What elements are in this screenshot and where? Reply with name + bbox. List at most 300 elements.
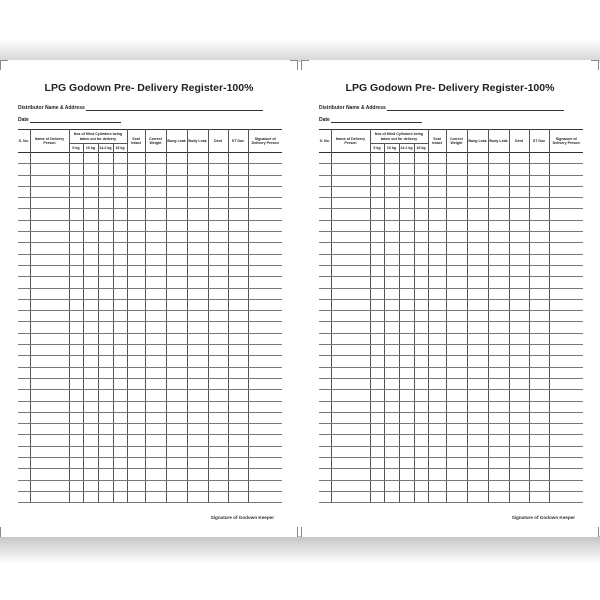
table-cell[interactable] xyxy=(187,333,208,344)
table-cell[interactable] xyxy=(113,322,127,333)
table-cell[interactable] xyxy=(488,367,509,378)
table-cell[interactable] xyxy=(113,356,127,367)
table-cell[interactable] xyxy=(228,333,248,344)
table-cell[interactable] xyxy=(370,243,384,254)
table-cell[interactable] xyxy=(428,412,446,423)
table-cell[interactable] xyxy=(248,469,282,480)
table-cell[interactable] xyxy=(18,232,30,243)
table-cell[interactable] xyxy=(446,480,467,491)
table-cell[interactable] xyxy=(69,458,83,469)
table-cell[interactable] xyxy=(319,458,331,469)
table-cell[interactable] xyxy=(319,277,331,288)
table-cell[interactable] xyxy=(414,175,428,186)
table-cell[interactable] xyxy=(331,378,370,389)
table-cell[interactable] xyxy=(83,424,98,435)
table-cell[interactable] xyxy=(83,401,98,412)
table-cell[interactable] xyxy=(549,153,583,164)
table-cell[interactable] xyxy=(509,288,529,299)
table-cell[interactable] xyxy=(98,175,113,186)
table-cell[interactable] xyxy=(549,446,583,457)
table-cell[interactable] xyxy=(228,164,248,175)
table-cell[interactable] xyxy=(399,232,414,243)
table-cell[interactable] xyxy=(467,378,488,389)
table-cell[interactable] xyxy=(69,435,83,446)
table-cell[interactable] xyxy=(488,164,509,175)
table-cell[interactable] xyxy=(529,322,549,333)
table-cell[interactable] xyxy=(30,424,69,435)
table-cell[interactable] xyxy=(488,446,509,457)
table-cell[interactable] xyxy=(228,322,248,333)
table-cell[interactable] xyxy=(446,469,467,480)
table-cell[interactable] xyxy=(331,186,370,197)
table-cell[interactable] xyxy=(187,412,208,423)
table-cell[interactable] xyxy=(529,265,549,276)
table-cell[interactable] xyxy=(69,480,83,491)
table-cell[interactable] xyxy=(414,401,428,412)
table-cell[interactable] xyxy=(113,254,127,265)
table-cell[interactable] xyxy=(83,220,98,231)
table-cell[interactable] xyxy=(488,153,509,164)
table-cell[interactable] xyxy=(370,209,384,220)
table-cell[interactable] xyxy=(30,220,69,231)
table-cell[interactable] xyxy=(384,277,399,288)
table-cell[interactable] xyxy=(127,265,145,276)
table-cell[interactable] xyxy=(529,367,549,378)
table-cell[interactable] xyxy=(399,311,414,322)
table-cell[interactable] xyxy=(248,311,282,322)
table-cell[interactable] xyxy=(370,333,384,344)
table-cell[interactable] xyxy=(384,288,399,299)
table-cell[interactable] xyxy=(509,356,529,367)
table-cell[interactable] xyxy=(529,198,549,209)
table-cell[interactable] xyxy=(127,345,145,356)
table-cell[interactable] xyxy=(370,265,384,276)
table-cell[interactable] xyxy=(187,311,208,322)
table-cell[interactable] xyxy=(428,390,446,401)
table-cell[interactable] xyxy=(467,458,488,469)
table-cell[interactable] xyxy=(446,390,467,401)
table-cell[interactable] xyxy=(98,265,113,276)
table-cell[interactable] xyxy=(467,232,488,243)
table-cell[interactable] xyxy=(384,356,399,367)
table-cell[interactable] xyxy=(83,299,98,310)
table-cell[interactable] xyxy=(145,446,166,457)
table-cell[interactable] xyxy=(127,186,145,197)
table-cell[interactable] xyxy=(18,333,30,344)
table-cell[interactable] xyxy=(370,491,384,502)
table-cell[interactable] xyxy=(30,311,69,322)
table-cell[interactable] xyxy=(208,491,228,502)
table-cell[interactable] xyxy=(467,243,488,254)
table-cell[interactable] xyxy=(30,209,69,220)
table-cell[interactable] xyxy=(127,254,145,265)
table-cell[interactable] xyxy=(69,401,83,412)
table-cell[interactable] xyxy=(370,299,384,310)
table-cell[interactable] xyxy=(248,480,282,491)
table-cell[interactable] xyxy=(467,186,488,197)
table-cell[interactable] xyxy=(370,480,384,491)
table-cell[interactable] xyxy=(331,209,370,220)
table-cell[interactable] xyxy=(467,288,488,299)
table-cell[interactable] xyxy=(208,198,228,209)
table-cell[interactable] xyxy=(331,243,370,254)
table-cell[interactable] xyxy=(428,345,446,356)
table-cell[interactable] xyxy=(127,288,145,299)
table-cell[interactable] xyxy=(488,469,509,480)
table-cell[interactable] xyxy=(248,412,282,423)
table-cell[interactable] xyxy=(384,198,399,209)
table-cell[interactable] xyxy=(331,265,370,276)
table-cell[interactable] xyxy=(384,299,399,310)
table-cell[interactable] xyxy=(98,164,113,175)
table-cell[interactable] xyxy=(446,288,467,299)
table-cell[interactable] xyxy=(446,209,467,220)
table-cell[interactable] xyxy=(30,458,69,469)
table-cell[interactable] xyxy=(488,424,509,435)
table-cell[interactable] xyxy=(428,175,446,186)
table-cell[interactable] xyxy=(113,243,127,254)
table-cell[interactable] xyxy=(248,164,282,175)
table-cell[interactable] xyxy=(319,311,331,322)
table-cell[interactable] xyxy=(549,356,583,367)
table-cell[interactable] xyxy=(127,153,145,164)
table-cell[interactable] xyxy=(529,232,549,243)
table-cell[interactable] xyxy=(428,198,446,209)
table-cell[interactable] xyxy=(549,254,583,265)
table-cell[interactable] xyxy=(414,186,428,197)
table-cell[interactable] xyxy=(30,435,69,446)
table-cell[interactable] xyxy=(83,243,98,254)
table-cell[interactable] xyxy=(488,491,509,502)
table-cell[interactable] xyxy=(319,153,331,164)
table-cell[interactable] xyxy=(509,232,529,243)
table-cell[interactable] xyxy=(509,153,529,164)
table-cell[interactable] xyxy=(166,220,187,231)
table-cell[interactable] xyxy=(399,277,414,288)
table-cell[interactable] xyxy=(113,186,127,197)
table-cell[interactable] xyxy=(208,446,228,457)
table-cell[interactable] xyxy=(331,469,370,480)
table-cell[interactable] xyxy=(145,254,166,265)
table-cell[interactable] xyxy=(467,435,488,446)
table-cell[interactable] xyxy=(18,446,30,457)
table-cell[interactable] xyxy=(248,209,282,220)
table-cell[interactable] xyxy=(145,390,166,401)
table-cell[interactable] xyxy=(127,175,145,186)
table-cell[interactable] xyxy=(529,446,549,457)
table-cell[interactable] xyxy=(113,367,127,378)
table-cell[interactable] xyxy=(384,186,399,197)
table-cell[interactable] xyxy=(446,232,467,243)
table-cell[interactable] xyxy=(18,277,30,288)
table-cell[interactable] xyxy=(529,469,549,480)
table-cell[interactable] xyxy=(113,153,127,164)
table-cell[interactable] xyxy=(30,175,69,186)
table-cell[interactable] xyxy=(446,311,467,322)
table-cell[interactable] xyxy=(384,401,399,412)
table-cell[interactable] xyxy=(98,277,113,288)
table-cell[interactable] xyxy=(331,401,370,412)
table-cell[interactable] xyxy=(127,469,145,480)
table-cell[interactable] xyxy=(18,198,30,209)
table-cell[interactable] xyxy=(83,345,98,356)
table-cell[interactable] xyxy=(248,198,282,209)
table-cell[interactable] xyxy=(166,277,187,288)
table-cell[interactable] xyxy=(187,424,208,435)
table-cell[interactable] xyxy=(98,480,113,491)
table-cell[interactable] xyxy=(83,412,98,423)
table-cell[interactable] xyxy=(509,458,529,469)
table-cell[interactable] xyxy=(428,333,446,344)
table-cell[interactable] xyxy=(248,435,282,446)
table-cell[interactable] xyxy=(488,220,509,231)
table-cell[interactable] xyxy=(428,356,446,367)
table-cell[interactable] xyxy=(18,299,30,310)
table-cell[interactable] xyxy=(428,401,446,412)
table-cell[interactable] xyxy=(208,469,228,480)
table-cell[interactable] xyxy=(127,367,145,378)
table-cell[interactable] xyxy=(370,469,384,480)
table-cell[interactable] xyxy=(98,153,113,164)
table-cell[interactable] xyxy=(414,277,428,288)
table-cell[interactable] xyxy=(414,209,428,220)
table-cell[interactable] xyxy=(98,311,113,322)
table-cell[interactable] xyxy=(384,378,399,389)
table-cell[interactable] xyxy=(331,446,370,457)
table-cell[interactable] xyxy=(384,232,399,243)
table-cell[interactable] xyxy=(113,232,127,243)
table-cell[interactable] xyxy=(208,232,228,243)
table-cell[interactable] xyxy=(113,390,127,401)
table-cell[interactable] xyxy=(127,356,145,367)
date-input[interactable] xyxy=(331,117,422,123)
table-cell[interactable] xyxy=(166,424,187,435)
table-cell[interactable] xyxy=(166,491,187,502)
table-cell[interactable] xyxy=(370,153,384,164)
table-cell[interactable] xyxy=(319,299,331,310)
table-cell[interactable] xyxy=(319,367,331,378)
table-cell[interactable] xyxy=(488,378,509,389)
table-cell[interactable] xyxy=(384,220,399,231)
table-cell[interactable] xyxy=(18,345,30,356)
table-cell[interactable] xyxy=(446,367,467,378)
table-cell[interactable] xyxy=(127,390,145,401)
table-cell[interactable] xyxy=(331,322,370,333)
table-cell[interactable] xyxy=(529,311,549,322)
table-cell[interactable] xyxy=(370,288,384,299)
table-cell[interactable] xyxy=(98,446,113,457)
table-cell[interactable] xyxy=(319,198,331,209)
table-cell[interactable] xyxy=(187,458,208,469)
table-cell[interactable] xyxy=(509,390,529,401)
table-cell[interactable] xyxy=(384,424,399,435)
table-cell[interactable] xyxy=(30,345,69,356)
table-cell[interactable] xyxy=(414,412,428,423)
table-cell[interactable] xyxy=(145,175,166,186)
table-cell[interactable] xyxy=(113,265,127,276)
table-cell[interactable] xyxy=(467,153,488,164)
table-cell[interactable] xyxy=(399,390,414,401)
table-cell[interactable] xyxy=(30,333,69,344)
table-cell[interactable] xyxy=(509,469,529,480)
table-cell[interactable] xyxy=(187,220,208,231)
table-cell[interactable] xyxy=(549,367,583,378)
table-cell[interactable] xyxy=(98,491,113,502)
table-cell[interactable] xyxy=(384,480,399,491)
table-cell[interactable] xyxy=(187,401,208,412)
table-cell[interactable] xyxy=(399,378,414,389)
table-cell[interactable] xyxy=(549,469,583,480)
table-cell[interactable] xyxy=(98,345,113,356)
table-cell[interactable] xyxy=(18,209,30,220)
table-cell[interactable] xyxy=(18,469,30,480)
table-cell[interactable] xyxy=(467,480,488,491)
table-cell[interactable] xyxy=(446,412,467,423)
table-cell[interactable] xyxy=(319,435,331,446)
table-cell[interactable] xyxy=(187,175,208,186)
table-cell[interactable] xyxy=(446,265,467,276)
table-cell[interactable] xyxy=(446,153,467,164)
table-cell[interactable] xyxy=(319,412,331,423)
table-cell[interactable] xyxy=(384,345,399,356)
table-cell[interactable] xyxy=(166,458,187,469)
table-cell[interactable] xyxy=(529,458,549,469)
table-cell[interactable] xyxy=(98,220,113,231)
table-cell[interactable] xyxy=(30,322,69,333)
table-cell[interactable] xyxy=(488,265,509,276)
table-cell[interactable] xyxy=(83,435,98,446)
table-cell[interactable] xyxy=(145,345,166,356)
table-cell[interactable] xyxy=(248,345,282,356)
table-cell[interactable] xyxy=(467,401,488,412)
table-cell[interactable] xyxy=(98,458,113,469)
table-cell[interactable] xyxy=(166,469,187,480)
table-cell[interactable] xyxy=(549,232,583,243)
table-cell[interactable] xyxy=(98,232,113,243)
table-cell[interactable] xyxy=(488,322,509,333)
table-cell[interactable] xyxy=(384,164,399,175)
table-cell[interactable] xyxy=(319,288,331,299)
table-cell[interactable] xyxy=(113,311,127,322)
table-cell[interactable] xyxy=(428,311,446,322)
table-cell[interactable] xyxy=(488,333,509,344)
table-cell[interactable] xyxy=(509,198,529,209)
table-cell[interactable] xyxy=(113,435,127,446)
table-cell[interactable] xyxy=(414,243,428,254)
table-cell[interactable] xyxy=(446,198,467,209)
table-cell[interactable] xyxy=(69,220,83,231)
table-cell[interactable] xyxy=(69,446,83,457)
table-cell[interactable] xyxy=(428,220,446,231)
table-cell[interactable] xyxy=(384,209,399,220)
table-cell[interactable] xyxy=(98,469,113,480)
table-cell[interactable] xyxy=(549,299,583,310)
table-cell[interactable] xyxy=(370,198,384,209)
table-cell[interactable] xyxy=(509,220,529,231)
table-cell[interactable] xyxy=(529,254,549,265)
table-cell[interactable] xyxy=(248,243,282,254)
distributor-input[interactable] xyxy=(86,105,263,111)
table-cell[interactable] xyxy=(208,254,228,265)
table-cell[interactable] xyxy=(488,299,509,310)
table-cell[interactable] xyxy=(331,458,370,469)
table-cell[interactable] xyxy=(208,164,228,175)
table-cell[interactable] xyxy=(30,469,69,480)
table-cell[interactable] xyxy=(488,288,509,299)
table-cell[interactable] xyxy=(83,378,98,389)
table-cell[interactable] xyxy=(414,333,428,344)
table-cell[interactable] xyxy=(145,288,166,299)
table-cell[interactable] xyxy=(331,288,370,299)
table-cell[interactable] xyxy=(331,424,370,435)
table-cell[interactable] xyxy=(467,164,488,175)
table-cell[interactable] xyxy=(370,401,384,412)
table-cell[interactable] xyxy=(248,186,282,197)
table-cell[interactable] xyxy=(30,401,69,412)
table-cell[interactable] xyxy=(18,491,30,502)
table-cell[interactable] xyxy=(127,446,145,457)
table-cell[interactable] xyxy=(208,401,228,412)
table-cell[interactable] xyxy=(208,311,228,322)
table-cell[interactable] xyxy=(509,446,529,457)
table-cell[interactable] xyxy=(384,254,399,265)
table-cell[interactable] xyxy=(529,333,549,344)
table-cell[interactable] xyxy=(83,390,98,401)
table-cell[interactable] xyxy=(83,277,98,288)
table-cell[interactable] xyxy=(248,378,282,389)
table-cell[interactable] xyxy=(83,265,98,276)
table-cell[interactable] xyxy=(509,186,529,197)
table-cell[interactable] xyxy=(488,186,509,197)
table-cell[interactable] xyxy=(549,378,583,389)
table-cell[interactable] xyxy=(509,424,529,435)
table-cell[interactable] xyxy=(113,469,127,480)
table-cell[interactable] xyxy=(69,424,83,435)
table-cell[interactable] xyxy=(488,458,509,469)
distributor-input[interactable] xyxy=(387,105,564,111)
table-cell[interactable] xyxy=(248,175,282,186)
table-cell[interactable] xyxy=(446,322,467,333)
table-cell[interactable] xyxy=(83,288,98,299)
table-cell[interactable] xyxy=(529,424,549,435)
table-cell[interactable] xyxy=(467,277,488,288)
table-cell[interactable] xyxy=(30,153,69,164)
table-cell[interactable] xyxy=(414,345,428,356)
table-cell[interactable] xyxy=(166,333,187,344)
table-cell[interactable] xyxy=(399,435,414,446)
table-cell[interactable] xyxy=(248,356,282,367)
table-cell[interactable] xyxy=(18,424,30,435)
table-cell[interactable] xyxy=(414,424,428,435)
table-cell[interactable] xyxy=(509,333,529,344)
table-cell[interactable] xyxy=(127,480,145,491)
table-cell[interactable] xyxy=(69,153,83,164)
table-cell[interactable] xyxy=(370,424,384,435)
table-cell[interactable] xyxy=(529,186,549,197)
table-cell[interactable] xyxy=(208,390,228,401)
table-cell[interactable] xyxy=(467,412,488,423)
table-cell[interactable] xyxy=(428,491,446,502)
table-cell[interactable] xyxy=(228,401,248,412)
table-cell[interactable] xyxy=(187,480,208,491)
table-cell[interactable] xyxy=(228,220,248,231)
table-cell[interactable] xyxy=(467,322,488,333)
date-input[interactable] xyxy=(30,117,121,123)
table-cell[interactable] xyxy=(428,446,446,457)
table-cell[interactable] xyxy=(187,299,208,310)
table-cell[interactable] xyxy=(446,446,467,457)
table-cell[interactable] xyxy=(187,469,208,480)
